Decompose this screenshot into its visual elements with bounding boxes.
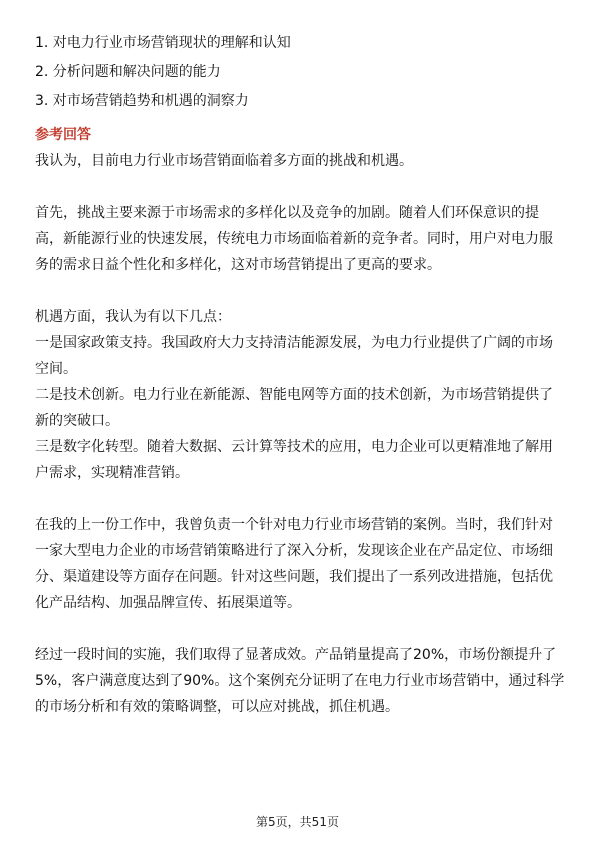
opportunity-digital: 三是数字化转型。随着大数据、云计算等技术的应用，电力企业可以更精准地了解用户需求，实现精准营销。 [35,439,553,481]
page-content [35,30,565,720]
answer-intro-paragraph: 我认为，目前电力行业市场营销面临着多方面的挑战和机遇。 [35,153,413,169]
paragraph-spacer [35,174,565,200]
paragraph-spacer [35,486,565,512]
case-paragraph: 在我的上一份工作中，我曾负责一个针对电力行业市场营销的案例。当时，我们针对一家大型电力企业的市场营销策略进行了深入分析，发现该企业在产品定位、市场细分、渠道建设等方面存在问题。针对这些问题，我们提出了一系列改进措施，包括优化产品结构、加强品牌宣传、拓展渠道等。 [35,517,553,611]
opportunity-policy: 一是国家政策支持。我国政府大力支持清洁能源发展，为电力行业提供了广阔的市场空间。 [35,335,553,377]
question-item-3: 3. 对市场营销趋势和机遇的洞察力 [35,93,249,109]
challenges-paragraph: 首先，挑战主要来源于市场需求的多样化以及竞争的加剧。随着人们环保意识的提高，新能源行业的快速发展，传统电力市场面临着新的竞争者。同时，用户对电力服务的需求日益个性化和多样化，这对市场营销提出了更高的要求。 [35,205,553,273]
answer-heading: 参考回答 [35,127,91,143]
opportunities-intro: 机遇方面，我认为有以下几点： [35,309,231,325]
question-item-1: 1. 对电力行业市场营销现状的理解和认知 [35,35,291,51]
paragraph-spacer [35,278,565,304]
question-item-2: 2. 分析问题和解决问题的能力 [35,64,221,80]
opportunity-technology: 二是技术创新。电力行业在新能源、智能电网等方面的技术创新，为市场营销提供了新的突破口。 [35,387,553,429]
results-paragraph: 经过一段时间的实施，我们取得了显著成效。产品销量提高了20%，市场份额提升了5%，客户满意度达到了90%。这个案例充分证明了在电力行业市场营销中，通过科学的市场分析和有效的策略调整，可以应对挑战，抓住机遇。 [35,647,565,715]
page-number-footer: 第5页，共51页 [256,815,339,829]
paragraph-spacer [35,616,565,642]
